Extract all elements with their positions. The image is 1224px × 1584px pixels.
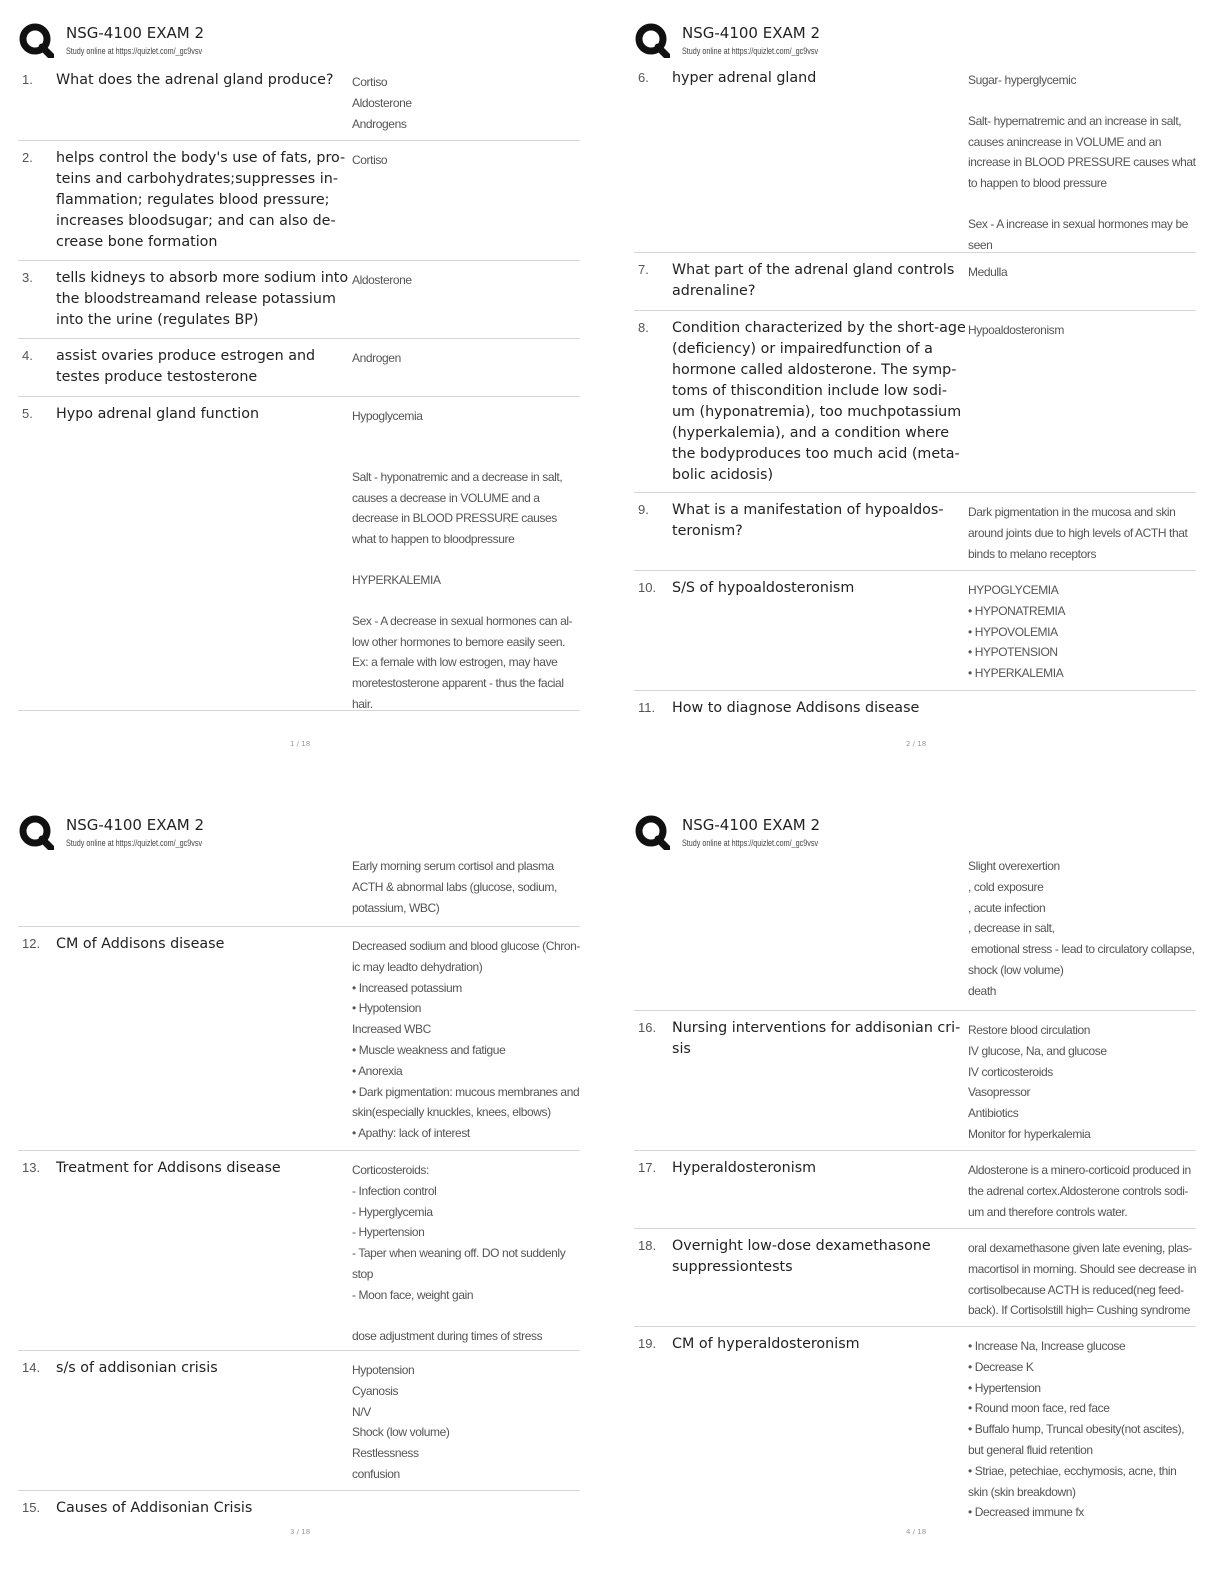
quizlet-q-icon xyxy=(18,22,54,58)
definition: Hypoaldosteronism xyxy=(968,323,1064,337)
row-number: 13. xyxy=(22,1160,41,1175)
flashcard-row xyxy=(634,62,1199,253)
term: assist ovaries produce estrogen and testes produce testosterone xyxy=(56,348,316,385)
page-3 xyxy=(18,810,584,1540)
definition: Decreased sodium and blood glucose (Chron-ic may leadto dehydration) • Increased potassium • Hypotension Increased WBC • Muscle weakness and fatigue • Anorexia • Dark pigmentation: mucous membranes and skin(especially knuckles, knees, elbows) • Apathy: lack of interest xyxy=(352,939,583,1141)
term: Condition characterized by the short-age (deficiency) or impairedfunction of a hormone called aldosterone. The symp-toms of thiscondition include low sodi-um (hyponatremia), too muchpotassium (hyperkalemia), and a condition where the bodyproduces too much acid (meta-bolic acidosis) xyxy=(672,320,966,483)
row-number: 19. xyxy=(638,1336,657,1351)
page-4 xyxy=(634,810,1200,1540)
page-footer: 1 / 18 xyxy=(290,740,311,748)
page-header xyxy=(634,18,1200,62)
row-number: 18. xyxy=(638,1238,657,1253)
definition: Dark pigmentation in the mucosa and skin around joints due to high levels of ACTH that binds to melano receptors xyxy=(968,505,1191,561)
definition: Aldosterone is a minero-corticoid produced in the adrenal cortex.Aldosterone controls sodi-um and therefore controls water. xyxy=(968,1163,1194,1219)
flashcard-row xyxy=(634,692,1196,732)
flashcard-row xyxy=(634,1152,1196,1229)
definition: Hypoglycemia Salt - hyponatremic and a decrease in salt, causes a decrease in VOLUME and a decrease in BLOOD PRESSURE causes what to happen to bloodpressure HYPERKALEMIA Sex - A decrease in sexual hormones can al-low other hormones to bemore easily seen. Ex: a female with low estrogen, may have moretestosterone apparent - thus the facial hair. xyxy=(352,409,573,711)
page-title: NSG-4100 EXAM 2 xyxy=(66,24,204,42)
term: hyper adrenal gland xyxy=(672,70,817,86)
page-footer: 3 / 18 xyxy=(290,1528,311,1536)
term: What does the adrenal gland produce? xyxy=(56,72,334,88)
page-title: NSG-4100 EXAM 2 xyxy=(66,816,204,834)
definition: Cortiso xyxy=(352,153,388,167)
term: CM of Addisons disease xyxy=(56,936,225,952)
definition: Cortiso Aldosterone Androgens xyxy=(352,75,412,131)
row-number: 12. xyxy=(22,936,41,951)
term: Treatment for Addisons disease xyxy=(56,1160,281,1176)
row-number: 2. xyxy=(22,150,33,165)
flashcard-row xyxy=(634,848,1196,1011)
study-link[interactable]: Study online at https://quizlet.com/_gc9vsv xyxy=(682,46,819,56)
row-number: 14. xyxy=(22,1360,41,1375)
term: Causes of Addisonian Crisis xyxy=(56,1500,253,1516)
flashcard-row xyxy=(634,254,1196,311)
flashcard-row xyxy=(18,64,580,141)
term: tells kidneys to absorb more sodium into the bloodstreamand release potassium into the urine (regulates BP) xyxy=(56,270,349,328)
page-1 xyxy=(18,18,584,748)
flashcard-row xyxy=(18,1492,580,1522)
page-title: NSG-4100 EXAM 2 xyxy=(682,24,820,42)
row-number: 7. xyxy=(638,262,649,277)
term: CM of hyperaldosteronism xyxy=(672,1336,860,1352)
flashcard-row xyxy=(634,1230,1200,1327)
term: S/S of hypoaldosteronism xyxy=(672,580,855,596)
flashcard-row xyxy=(634,312,1196,493)
row-number: 6. xyxy=(638,70,649,85)
page-2 xyxy=(634,18,1200,748)
definition: Androgen xyxy=(352,351,401,365)
term: Hyperaldosteronism xyxy=(672,1160,817,1176)
term: s/s of addisonian crisis xyxy=(56,1360,218,1376)
page-title: NSG-4100 EXAM 2 xyxy=(682,816,820,834)
row-number: 17. xyxy=(638,1160,657,1175)
definition: Early morning serum cortisol and plasma ACTH & abnormal labs (glucose, sodium, potassium, WBC) xyxy=(352,859,560,915)
definition: Hypotension Cyanosis N/V Shock (low volume) Restlessness confusion xyxy=(352,1363,450,1481)
term: helps control the body's use of fats, pro-teins and carbohydrates;suppresses in-flammation; regulates blood pressure; increases bloodsugar; and can also de-crease bone formation xyxy=(56,150,346,250)
flashcard-row xyxy=(18,928,583,1151)
quizlet-q-icon xyxy=(634,22,670,58)
definition: Medulla xyxy=(968,265,1008,279)
row-number: 5. xyxy=(22,406,33,421)
quizlet-q-icon xyxy=(18,814,54,850)
row-number: 1. xyxy=(22,72,33,87)
term: What is a manifestation of hypoaldos-teronism? xyxy=(672,502,944,539)
definition: • Increase Na, Increase glucose • Decrease K • Hypertension • Round moon face, red face • Buffalo hump, Truncal obesity(not ascites), but general fluid retention • Striae, petechiae, ecchymosis, acne, thin skin (skin breakdown) • Decreased immune fx xyxy=(968,1339,1188,1520)
definition: Sugar- hyperglycemic Salt- hypernatremic and an increase in salt, causes anincrease in VOLUME and an increase in BLOOD PRESSURE causes what to happen to blood pressure Sex - A increase in sexual hormones may be seen xyxy=(968,73,1199,252)
row-number: 8. xyxy=(638,320,649,335)
row-number: 11. xyxy=(638,700,656,715)
definition: HYPOGLYCEMIA • HYPONATREMIA • HYPOVOLEMIA • HYPOTENSION • HYPERKALEMIA xyxy=(968,583,1066,681)
flashcard-row xyxy=(18,398,580,711)
definition: Restore blood circulation IV glucose, Na, and glucose IV corticosteroids Vasopressor Antibiotics Monitor for hyperkalemia xyxy=(968,1023,1107,1141)
flashcard-row xyxy=(634,1328,1196,1524)
flashcard-row xyxy=(634,572,1196,691)
row-number: 15. xyxy=(22,1500,41,1515)
term: Overnight low-dose dexamethasone suppressiontests xyxy=(672,1238,931,1275)
definition: Slight overexertion , cold exposure , acute infection , decrease in salt, emotional stress - lead to circulatory collapse, shock (low volume) death xyxy=(968,859,1198,998)
row-number: 4. xyxy=(22,348,33,363)
term: Hypo adrenal gland function xyxy=(56,406,260,422)
study-link[interactable]: Study online at https://quizlet.com/_gc9vsv xyxy=(66,838,203,848)
quizlet-q-icon xyxy=(634,814,670,850)
flashcard-row xyxy=(18,262,580,339)
row-number: 3. xyxy=(22,270,33,285)
page-footer: 4 / 18 xyxy=(906,1528,927,1536)
flashcard-row xyxy=(634,1012,1196,1151)
term: What part of the adrenal gland controls adrenaline? xyxy=(672,262,955,299)
term: Nursing interventions for addisonian cri-sis xyxy=(672,1020,961,1057)
term: How to diagnose Addisons disease xyxy=(672,700,920,716)
row-number: 9. xyxy=(638,502,649,517)
flashcard-row xyxy=(18,340,580,397)
flashcard-row xyxy=(18,142,580,261)
study-link[interactable]: Study online at https://quizlet.com/_gc9vsv xyxy=(682,838,819,848)
flashcard-row xyxy=(634,494,1196,571)
definition: Aldosterone xyxy=(352,273,412,287)
flashcard-row xyxy=(18,1352,580,1491)
page-footer: 2 / 18 xyxy=(906,740,927,748)
definition: oral dexamethasone given late evening, plas-macortisol in morning. Should see decrease in cortisolbecause ACTH is reduced(neg feed-back). If Cortisolstill high= Cushing syndrome xyxy=(968,1241,1200,1318)
definition: Corticosteroids: - Infection control - Hyperglycemia - Hypertension - Taper when weaning off. DO not suddenly stop - Moon face, weight gain dose adjustment during times of stress xyxy=(352,1163,569,1343)
page-header xyxy=(18,18,584,62)
flashcard-row xyxy=(18,1152,580,1351)
row-number: 16. xyxy=(638,1020,657,1035)
flashcard-row xyxy=(18,848,580,927)
row-number: 10. xyxy=(638,580,657,595)
study-link[interactable]: Study online at https://quizlet.com/_gc9vsv xyxy=(66,46,203,56)
